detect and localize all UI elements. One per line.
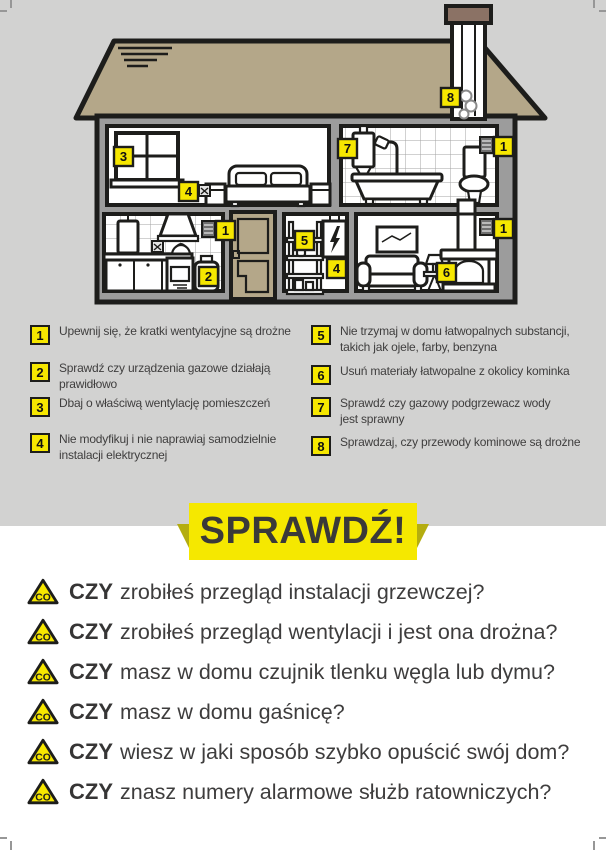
- banner-label: SPRAWDŹ!: [199, 510, 407, 552]
- question-text: CZY zrobiłeś przegląd instalacji grzewczej?: [69, 578, 485, 604]
- svg-text:CO: CO: [35, 752, 51, 764]
- checklist-number-badge: 3: [30, 397, 50, 417]
- svg-text:CO: CO: [35, 632, 51, 644]
- house-badge-gas-bottle: [199, 267, 218, 286]
- co-warning-icon: [27, 617, 59, 646]
- house-cross-section-illustration: [0, 0, 606, 332]
- jar: [306, 282, 313, 290]
- checklist-item-6: [311, 364, 591, 385]
- vent-grille-bathroom: [480, 137, 493, 153]
- electrical-outlet-icon: [199, 185, 210, 196]
- electrical-panel: [323, 214, 346, 257]
- smoke-puff: [460, 110, 469, 119]
- crop-mark: [10, 0, 12, 8]
- checklist-text: Nie trzymaj w domu łatwopalnych substancji, takich jak ojele, farby, benzyna: [340, 324, 570, 354]
- checklist-text: Sprawdź czy gazowy podgrzewacz wody jest sprawny: [340, 396, 551, 426]
- checklist-number-badge: 1: [30, 325, 50, 345]
- svg-text:2: 2: [204, 269, 213, 284]
- checklist-item-1: [30, 324, 295, 345]
- co-warning-icon: [27, 577, 59, 606]
- house-badge-shelf: [295, 231, 314, 250]
- jar: [295, 280, 303, 290]
- question-row-6: [27, 777, 551, 806]
- crop-mark: [0, 837, 7, 839]
- bed: [226, 166, 310, 206]
- checklist-item-5: [311, 324, 583, 355]
- checklist-text: Dbaj o właściwą wentylację pomieszczeń: [59, 396, 271, 410]
- house-badge-kitchen-vent: [216, 221, 235, 240]
- question-text: CZY masz w domu czujnik tlenku węgla lub dymu?: [69, 658, 555, 684]
- bathtub: [352, 174, 442, 204]
- vent-grille-living: [480, 219, 493, 235]
- crop-mark: [593, 0, 595, 8]
- svg-text:CO: CO: [35, 712, 51, 724]
- question-row-4: [27, 697, 345, 726]
- svg-text:CO: CO: [35, 592, 51, 604]
- checklist-text: Sprawdź czy urządzenia gazowe działają prawidłowo: [59, 361, 271, 391]
- checklist-text: Upewnij się, że kratki wentylacyjne są drożne: [59, 324, 291, 338]
- question-text: CZY wiesz w jaki sposób szybko opuścić swój dom?: [69, 738, 570, 764]
- water-heater-kitchen: [118, 214, 138, 259]
- checklist-text: Nie modyfikuj i nie naprawiaj samodzielnie instalacji elektrycznej: [59, 432, 277, 462]
- house-badge-living-vent: [494, 219, 513, 238]
- checklist-text: Usuń materiały łatwopalne z okolicy kominka: [340, 364, 570, 378]
- picture-frame: [377, 227, 417, 252]
- question-text: CZY zrobiłeś przegląd wentylacji i jest ona drożna?: [69, 618, 558, 644]
- question-text: CZY masz w domu gaśnicę?: [69, 698, 345, 724]
- checklist-item-3: [30, 396, 295, 417]
- checklist-number-badge: 6: [311, 365, 331, 385]
- oven: [167, 258, 193, 291]
- house-badge-side-table: [437, 263, 456, 282]
- svg-text:1: 1: [499, 139, 508, 154]
- svg-text:1: 1: [499, 221, 508, 236]
- svg-text:4: 4: [332, 261, 341, 276]
- co-warning-icon: [27, 777, 59, 806]
- checklist-number-badge: 2: [30, 362, 50, 382]
- check-banner: [189, 503, 417, 560]
- crop-mark: [593, 841, 595, 850]
- house-badge-window: [114, 147, 133, 166]
- vent-grille-kitchen: [202, 221, 215, 237]
- checklist-number-badge: 7: [311, 397, 331, 417]
- svg-text:6: 6: [442, 265, 451, 280]
- co-warning-icon: [27, 737, 59, 766]
- crop-mark: [599, 837, 606, 839]
- question-text: CZY znasz numery alarmowe służb ratowniczych?: [69, 778, 552, 804]
- front-door: [231, 212, 275, 299]
- svg-text:CO: CO: [35, 672, 51, 684]
- svg-text:3: 3: [119, 149, 128, 164]
- checklist-item-2: [30, 361, 275, 392]
- house-badge-chimney: [441, 88, 460, 107]
- chimney-cap: [446, 6, 491, 23]
- svg-text:CO: CO: [35, 792, 51, 804]
- checklist-text: Sprawdzaj, czy przewody kominowe są drożne: [340, 435, 581, 449]
- sofa: [357, 256, 427, 291]
- svg-text:8: 8: [446, 90, 455, 105]
- checklist-item-8: [311, 435, 591, 456]
- stove-pipe: [458, 200, 475, 252]
- svg-text:4: 4: [184, 184, 193, 199]
- checklist-item-4: [30, 432, 285, 463]
- wall-socket-kitchen: [152, 241, 163, 252]
- co-warning-icon: [27, 697, 59, 726]
- crop-mark: [10, 841, 12, 850]
- house-badge-electrical: [327, 259, 346, 278]
- house-badge-heater: [338, 139, 357, 158]
- crop-mark: [0, 10, 7, 12]
- svg-text:1: 1: [221, 223, 230, 238]
- checklist-item-7: [311, 396, 566, 427]
- question-row-2: [27, 617, 557, 646]
- house-badge-outlet: [179, 182, 198, 201]
- svg-text:7: 7: [343, 141, 352, 156]
- question-row-3: [27, 657, 555, 686]
- checklist-number-badge: 4: [30, 433, 50, 453]
- question-row-1: [27, 577, 484, 606]
- checklist-number-badge: 5: [311, 325, 331, 345]
- house-badge-bathroom-vent: [494, 137, 513, 156]
- svg-text:5: 5: [300, 233, 309, 248]
- question-row-5: [27, 737, 569, 766]
- checklist-number-badge: 8: [311, 436, 331, 456]
- crop-mark: [599, 10, 606, 12]
- co-warning-icon: [27, 657, 59, 686]
